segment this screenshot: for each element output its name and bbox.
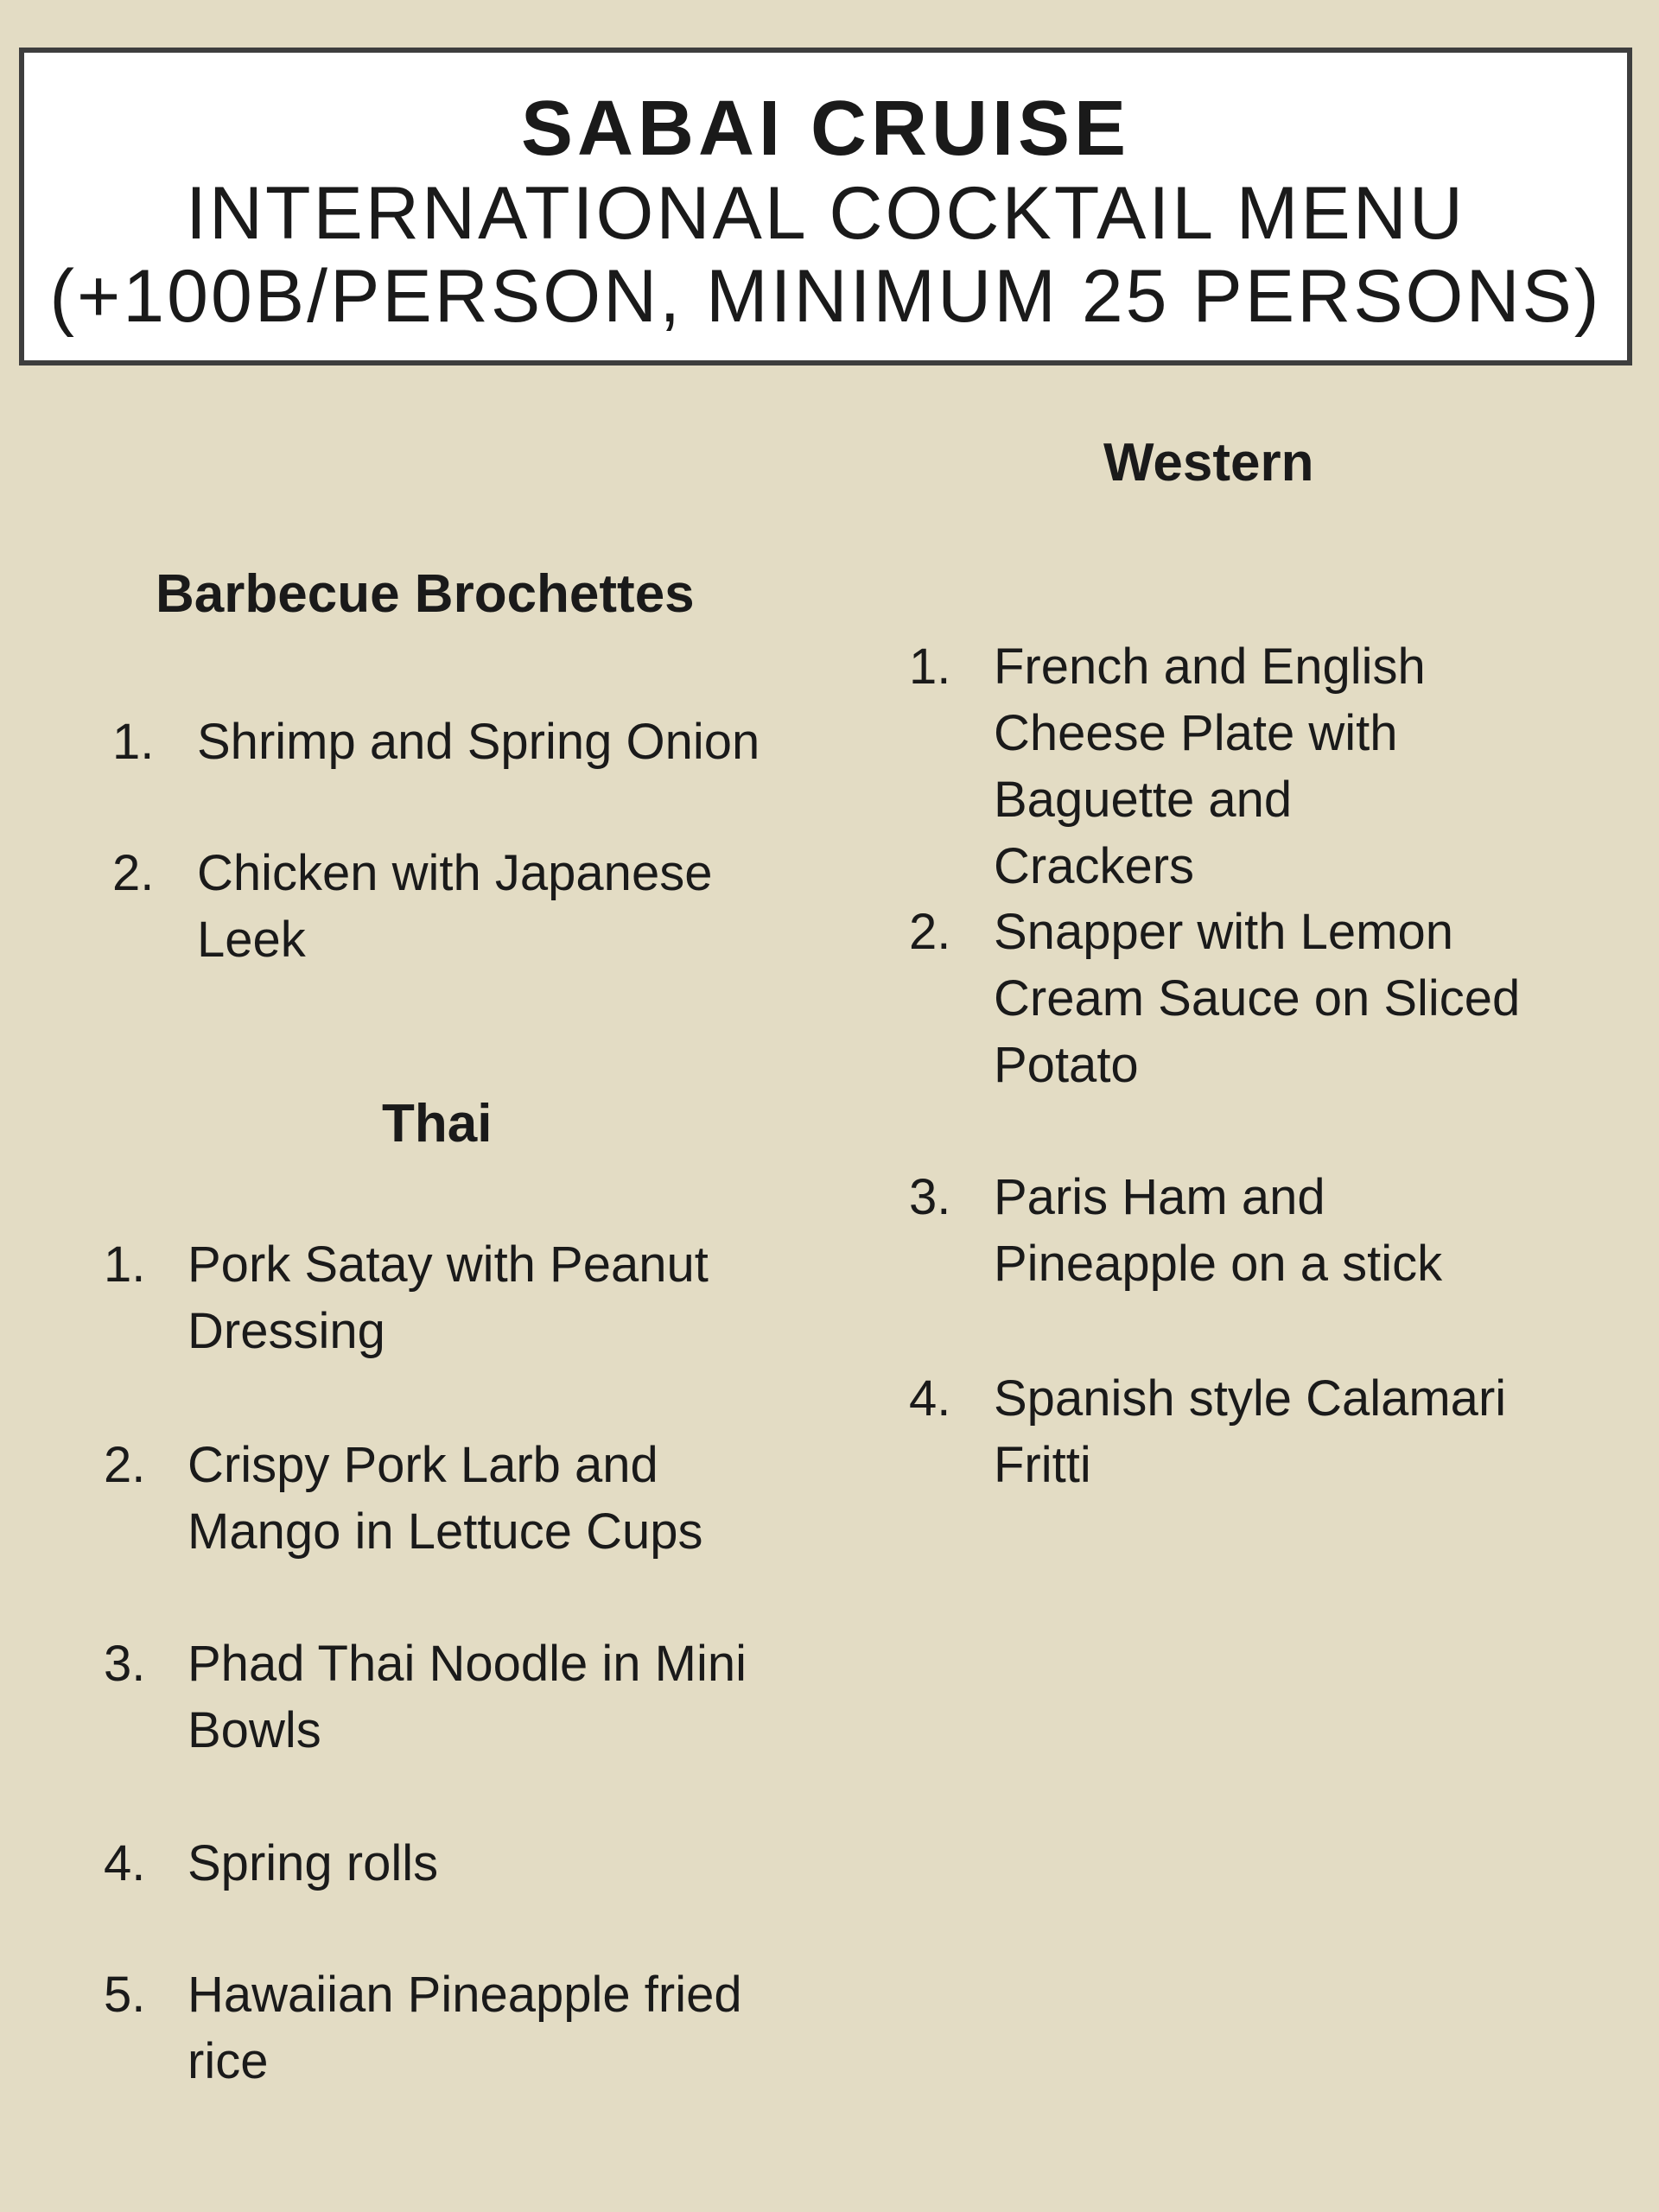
item-text: Paris Ham and Pineapple on a stick: [994, 1169, 1443, 1292]
item-text: Spring rolls: [188, 1835, 439, 1891]
list-item: [104, 1630, 778, 1764]
menu-subtitle-line2: (+100B/PERSON, MINIMUM 25 PERSONS): [49, 255, 1602, 338]
item-number: 1.: [909, 639, 951, 695]
item-text: Chicken with Japanese Leek: [197, 845, 713, 968]
list-item: [104, 1432, 778, 1565]
menu-title: SABAI CRUISE: [520, 86, 1131, 172]
section-heading-thai: Thai: [382, 1094, 493, 1154]
item-text: Phad Thai Noodle in Mini Bowls: [188, 1636, 747, 1758]
list-item: [909, 1365, 1600, 1498]
item-number: 2.: [112, 845, 155, 901]
list-item: [104, 1231, 778, 1364]
list-item: [104, 1961, 778, 2094]
item-number: 3.: [909, 1169, 951, 1225]
item-text: Crispy Pork Larb and Mango in Lettuce Cups: [188, 1437, 703, 1560]
list-item: [104, 1830, 778, 1897]
item-number: 5.: [104, 1967, 146, 2023]
list-item: [112, 709, 769, 775]
item-text: French and English Cheese Plate with Baguette and Crackers: [994, 639, 1426, 894]
item-number: 3.: [104, 1636, 146, 1692]
section-heading-barbecue: Barbecue Brochettes: [156, 564, 695, 624]
item-text: Shrimp and Spring Onion: [197, 714, 760, 770]
list-item: [909, 633, 1600, 899]
item-text: Hawaiian Pineapple fried rice: [188, 1967, 742, 2089]
item-number: 2.: [104, 1437, 146, 1493]
item-number: 4.: [909, 1370, 951, 1427]
list-item: [112, 840, 769, 973]
section-heading-western: Western: [1103, 433, 1314, 493]
menu-subtitle-line1: INTERNATIONAL COCKTAIL MENU: [185, 172, 1466, 255]
menu-header: [19, 48, 1632, 365]
item-text: Spanish style Calamari Fritti: [994, 1370, 1507, 1493]
list-item: [909, 1164, 1600, 1297]
list-item: [909, 899, 1600, 1098]
item-number: 1.: [112, 714, 155, 770]
item-number: 2.: [909, 904, 951, 960]
item-number: 1.: [104, 1236, 146, 1293]
item-text: Pork Satay with Peanut Dressing: [188, 1236, 709, 1359]
item-number: 4.: [104, 1835, 146, 1891]
item-text: Snapper with Lemon Cream Sauce on Sliced Potato: [994, 904, 1521, 1093]
